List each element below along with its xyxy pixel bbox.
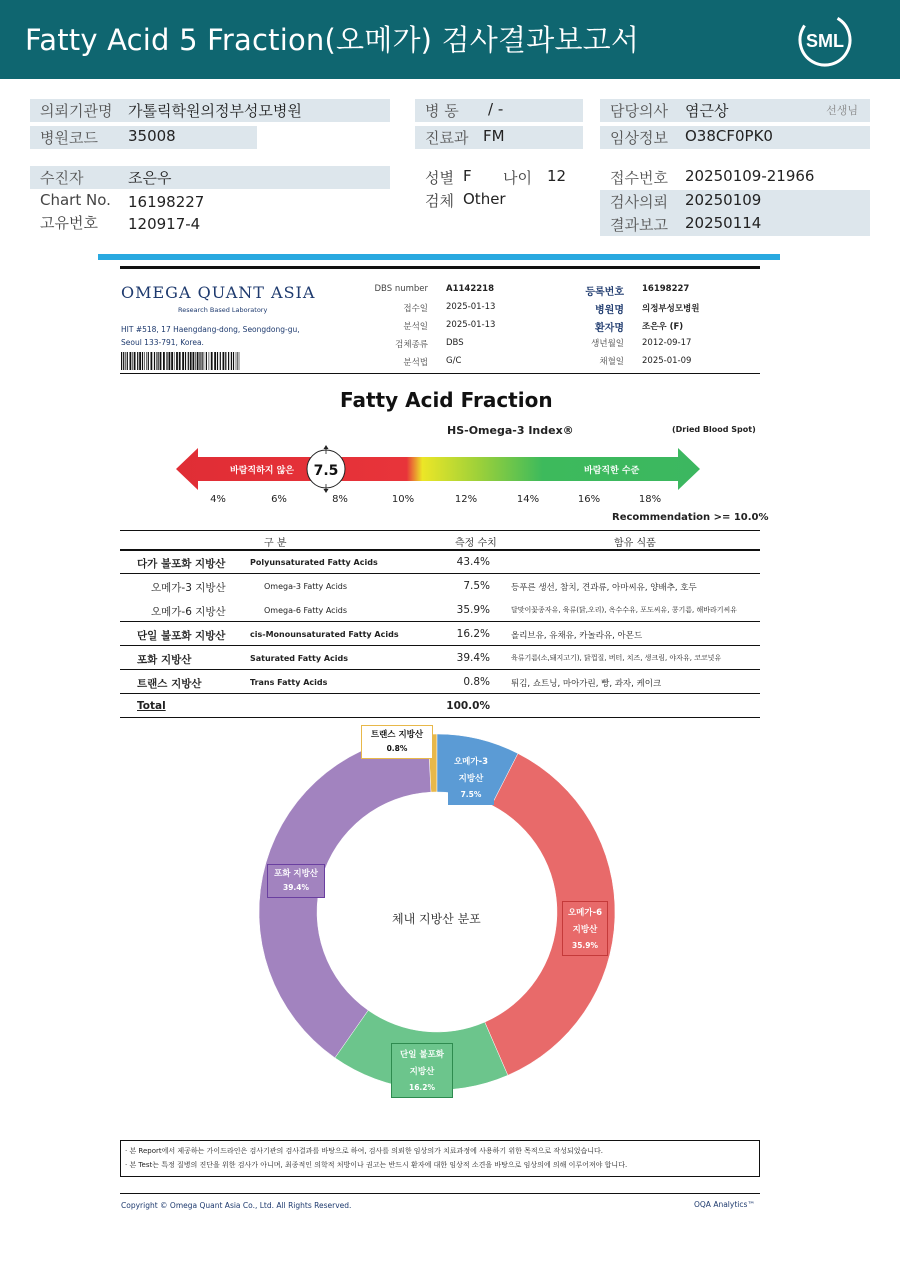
lab-company-name: OMEGA QUANT ASIA — [121, 283, 316, 302]
unique-no-label: 고유번호 — [40, 214, 98, 232]
table-row-divider — [120, 669, 760, 670]
field-test-request — [600, 190, 870, 213]
fatty-acid-fraction-title: Fatty Acid Fraction — [340, 388, 553, 412]
section-divider — [98, 254, 780, 260]
test-request-label: 검사의뢰 — [610, 193, 668, 211]
scale-value-text: 7.5 — [313, 463, 339, 479]
table-row-foods: 튀김, 쇼트닝, 마아가린, 빵, 과자, 케이크 — [511, 679, 662, 689]
donut-label-trans — [361, 725, 433, 759]
table-row-value: 16.2% — [456, 628, 490, 640]
donut-label-mono — [391, 1043, 453, 1098]
meta-right-label: 채혈일 — [599, 357, 624, 367]
table-row-divider — [120, 645, 760, 646]
meta-left-label: 분석법 — [403, 358, 428, 368]
table-row-english-name: Omega-3 Fatty Acids — [264, 582, 348, 591]
doctor-value: 염근상 — [685, 102, 729, 120]
scale-tick-label: 14% — [516, 494, 540, 505]
meta-left-label: DBS number — [374, 284, 428, 294]
table-top-rule — [120, 530, 760, 531]
unique-no-value: 120917-4 — [128, 215, 201, 233]
scale-left-text: 바람직하지 않은 — [230, 466, 294, 476]
doctor-label: 담당의사 — [610, 102, 668, 120]
table-row-value: 100.0% — [446, 700, 490, 712]
donut-label-name-part: 지방산 — [458, 774, 484, 784]
table-row-category: 오메가-6 지방산 — [151, 606, 226, 618]
meta-right-value: 의정부성모병원 — [642, 304, 700, 314]
donut-label-name — [394, 1047, 450, 1081]
donut-label-percent: 39.4% — [282, 883, 310, 892]
specimen-value: Other — [463, 190, 506, 208]
table-row-category: 트랜스 지방산 — [137, 678, 202, 690]
report-header — [0, 0, 900, 79]
table-row-category: 단일 불포화 지방산 — [137, 630, 226, 642]
donut-label-omega3 — [448, 750, 494, 805]
meta-right-label: 환자명 — [595, 323, 624, 334]
hospital-code-label: 병원코드 — [40, 129, 98, 147]
table-row-value: 35.9% — [456, 604, 490, 616]
report-meta-rule — [120, 373, 760, 374]
field-doctor — [600, 99, 870, 122]
table-row-english-name: Polyunsaturated Fatty Acids — [250, 558, 378, 567]
table-row-english-name: Omega-6 Fatty Acids — [264, 606, 348, 615]
scale-tick-label: 12% — [454, 494, 478, 505]
scale-tick-label: 4% — [210, 494, 226, 505]
sml-logo-icon — [797, 12, 853, 68]
department-label: 진료과 — [425, 129, 469, 147]
chart-no-label: Chart No. — [40, 191, 111, 209]
scale-right-text: 바람직한 수준 — [584, 466, 640, 476]
field-clinical-info — [600, 126, 870, 149]
department-value: FM — [483, 127, 505, 145]
table-row-value: 43.4% — [456, 556, 490, 568]
sample-type-label: (Dried Blood Spot) — [672, 425, 756, 434]
reception-no-label: 접수번호 — [610, 169, 668, 187]
table-row-value: 0.8% — [463, 676, 490, 688]
ward-value: / - — [488, 100, 504, 118]
oqa-analytics-brand: OQA Analytics™ — [694, 1200, 755, 1209]
chart-no-value: 16198227 — [128, 193, 205, 211]
patient-value: 조은우 — [128, 169, 172, 187]
table-row-english-name: Saturated Fatty Acids — [250, 654, 348, 663]
omega3-index-scale — [170, 443, 710, 495]
scale-tick-label: 8% — [332, 494, 348, 505]
donut-label-name-part: 단일 불포화 — [399, 1050, 444, 1060]
meta-left-label: 접수일 — [403, 304, 428, 314]
donut-label-percent: 16.2% — [408, 1083, 436, 1092]
table-row-english-name: Trans Fatty Acids — [250, 678, 328, 687]
table-row-category: 오메가-3 지방산 — [151, 582, 226, 594]
age-label: 나이 — [503, 169, 532, 187]
report-title: Fatty Acid 5 Fraction(오메가) 검사결과보고서 — [25, 23, 640, 57]
field-hospital-code — [30, 126, 257, 149]
field-department — [415, 126, 583, 149]
scale-tick-label: 18% — [638, 494, 662, 505]
donut-label-name-part: 지방산 — [572, 925, 598, 935]
table-row-category: 다가 불포화 지방산 — [137, 558, 226, 570]
donut-label-percent: 35.9% — [571, 941, 599, 950]
scale-tick-label: 16% — [577, 494, 601, 505]
donut-label-percent: 0.8% — [386, 744, 408, 753]
requesting-institution-value: 가톨릭학원의정부성모병원 — [128, 102, 302, 120]
donut-label-name-part: 오메가-3 — [453, 757, 489, 767]
table-row-foods: 달맞이꽃종자유, 육류(닭,오리), 옥수수유, 포도씨유, 콩기름, 해바라기씨유 — [511, 606, 738, 614]
meta-right-value: 16198227 — [642, 284, 690, 294]
table-row-divider — [120, 693, 760, 694]
table-header-value: 측정 수치 — [455, 538, 497, 549]
table-header-rule — [120, 549, 760, 551]
field-ward — [415, 99, 583, 122]
meta-right-value: 2012-09-17 — [642, 338, 692, 348]
doctor-suffix: 선생님 — [826, 104, 858, 117]
clinical-info-value: O38CF0PK0 — [685, 127, 773, 145]
ward-label: 병 동 — [425, 102, 459, 120]
meta-right-value: 2025-01-09 — [642, 356, 692, 366]
table-row-category: Total — [137, 700, 166, 712]
notice-line: · 본 Test는 특정 질병의 진단을 위한 검사가 아니며, 최종적인 의학적 처방이나 권고는 반드시 환자에 대한 임상적 소견을 바탕으로 임상의에 의해 이루어져야 합니다. — [125, 1161, 628, 1169]
meta-left-label: 검체종류 — [395, 340, 428, 350]
recommendation-text: Recommendation >= 10.0% — [612, 512, 769, 523]
table-row-foods: 등푸른 생선, 참치, 견과류, 아마씨유, 양배추, 호두 — [511, 583, 697, 593]
meta-right-value: 조은우 (F) — [642, 322, 684, 332]
lab-address: HIT #518, 17 Haengdang-dong, Seongdong-gu, Seoul 133-791, Korea. — [121, 325, 300, 347]
donut-label-percent: 7.5% — [460, 790, 482, 799]
hs-omega3-index-label: HS-Omega-3 Index® — [447, 424, 574, 437]
field-result-report — [600, 213, 870, 236]
table-row-value: 39.4% — [456, 652, 490, 664]
copyright-text: Copyright © Omega Quant Asia Co., Ltd. All Rights Reserved. — [121, 1201, 352, 1210]
donut-label-name — [451, 754, 491, 788]
donut-label-name: 트랜스 지방산 — [370, 730, 424, 740]
donut-label-name-part: 오메가-6 — [567, 908, 603, 918]
field-requesting-institution — [30, 99, 390, 122]
specimen-label: 검체 — [425, 192, 454, 210]
sex-label: 성별 — [425, 169, 454, 187]
meta-right-label: 등록번호 — [585, 287, 624, 298]
notice-line: · 본 Report에서 제공하는 가이드라인은 검사기관의 검사결과를 바탕으로 하여, 검사를 의뢰한 임상의가 치료과정에 사용하기 위한 목적으로 작성되었습니다. — [125, 1147, 603, 1155]
footer-rule — [120, 1193, 760, 1194]
table-row-category: 포화 지방산 — [137, 654, 192, 666]
meta-right-label: 생년월일 — [591, 339, 624, 349]
result-report-label: 결과보고 — [610, 216, 668, 234]
lab-company-subtitle: Research Based Laboratory — [178, 306, 268, 314]
table-row-foods: 올리브유, 유채유, 카놀라유, 아몬드 — [511, 631, 643, 641]
donut-center-title: 체내 지방산 분포 — [392, 912, 481, 926]
reception-no-value: 20250109-21966 — [685, 167, 815, 185]
meta-left-value: DBS — [446, 338, 464, 348]
requesting-institution-label: 의뢰기관명 — [40, 102, 113, 120]
age-value: 12 — [547, 167, 567, 185]
result-report-value: 20250114 — [685, 214, 762, 232]
hospital-code-value: 35008 — [128, 127, 176, 145]
scale-tick-label: 10% — [391, 494, 415, 505]
scale-value-marker — [307, 445, 345, 493]
meta-left-value: G/C — [446, 356, 462, 366]
barcode-icon — [121, 352, 241, 370]
field-reception-no — [600, 166, 870, 189]
table-row-english-name: cis-Monounsaturated Fatty Acids — [250, 630, 399, 639]
table-row-foods: 육류기름(소,돼지고기), 닭껍질, 버터, 치즈, 생크림, 야자유, 코코넛유 — [511, 654, 722, 662]
donut-label-saturated — [267, 864, 325, 898]
clinical-info-label: 임상정보 — [610, 129, 668, 147]
scale-tick-label: 6% — [271, 494, 287, 505]
sml-logo-text: SML — [806, 31, 844, 51]
patient-label: 수진자 — [40, 169, 84, 187]
donut-label-omega6 — [562, 901, 608, 956]
donut-label-name: 포화 지방산 — [273, 869, 318, 879]
meta-left-label: 분석일 — [403, 322, 428, 332]
field-patient — [30, 166, 390, 189]
donut-label-name — [565, 905, 605, 939]
table-row-divider — [120, 621, 760, 622]
table-row-divider — [120, 573, 760, 574]
table-header-category: 구 분 — [264, 538, 287, 549]
report-notice-box — [120, 1140, 760, 1177]
report-top-rule — [120, 266, 760, 269]
table-row-value: 7.5% — [463, 580, 490, 592]
meta-left-value: A1142218 — [446, 284, 494, 294]
test-request-value: 20250109 — [685, 191, 762, 209]
table-header-foods: 함유 식품 — [614, 538, 656, 549]
meta-left-value: 2025-01-13 — [446, 320, 496, 330]
sex-value: F — [463, 167, 472, 185]
meta-left-value: 2025-01-13 — [446, 302, 496, 312]
meta-right-label: 병원명 — [595, 305, 624, 316]
donut-label-name-part: 지방산 — [409, 1067, 435, 1077]
